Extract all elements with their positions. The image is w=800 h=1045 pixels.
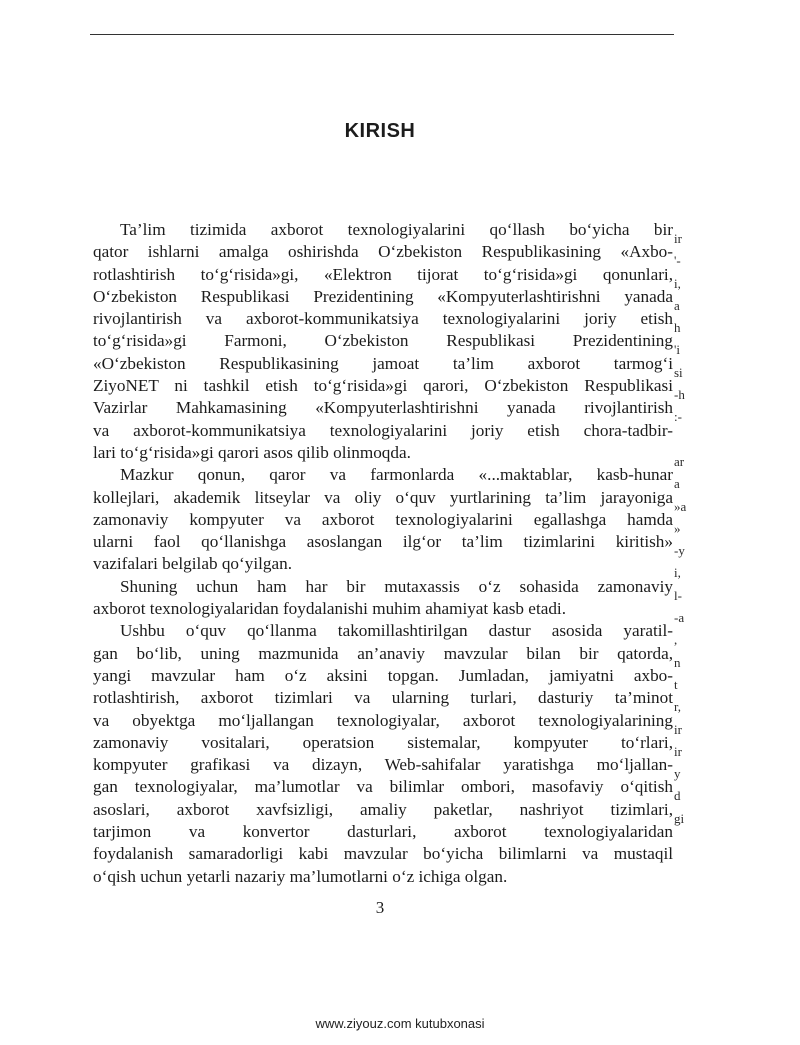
- margin-fragment: '-: [674, 253, 681, 269]
- margin-fragment: r,: [674, 699, 682, 715]
- text-line: lari to‘g‘risida»gi qarori asos qilib olinmoqda.: [93, 442, 411, 462]
- top-rule: [90, 34, 674, 35]
- text-line: o‘qish uchun yetarli nazariy ma’lumotlarni o‘z ichiga olgan.: [93, 866, 508, 886]
- paragraph-4: [93, 620, 673, 888]
- margin-fragment: d: [674, 788, 681, 804]
- text-line: rotlashtirish, axborot tizimlari va ularning turlari, dasturiy ta’minot: [93, 688, 673, 708]
- margin-fragment: a: [674, 476, 680, 492]
- margin-bleed-fragments: [674, 228, 698, 830]
- margin-fragment: »a: [674, 498, 687, 514]
- margin-fragment: y: [674, 766, 681, 782]
- margin-fragment: -y: [674, 543, 685, 559]
- footer-source-text: www.ziyouz.com kutubxonasi: [315, 1016, 485, 1031]
- margin-fragment: -h: [674, 387, 685, 403]
- text-line: zamonaviy kompyuter va axborot texnologiyalarini egallashga hamda: [93, 509, 673, 529]
- text-line: tarjimon va konvertor dasturlari, axborot texnologiyalaridan: [93, 822, 673, 842]
- margin-fragment: a: [674, 297, 680, 313]
- margin-fragment: -a: [674, 610, 685, 626]
- text-line: va obyektga mo‘ljallangan texnologiyalar, axborot texnologiyalarining: [93, 710, 673, 730]
- paragraph-1: [93, 219, 673, 464]
- text-line: to‘g‘risida»gi Farmoni, O‘zbekiston Respublikasi Prezidentining: [93, 331, 673, 351]
- text-line: O‘zbekiston Respublikasi Prezidentining «Kompyuterlashtirishni yanada: [93, 286, 673, 306]
- margin-fragment: ir: [674, 721, 682, 737]
- text-line: rivojlantirish va axborot-kommunikatsiya texnologiyalarini joriy etish: [93, 309, 673, 329]
- margin-fragment: [674, 429, 698, 451]
- text-line: yangi mavzular ham o‘z aksini topgan. Jumladan, jamiyatni axbo-: [93, 665, 673, 685]
- text-line: kollejlari, akademik litseylar va oliy o‘quv yurtlarining ta’lim jarayoniga: [93, 487, 673, 507]
- margin-fragment: h: [674, 320, 681, 336]
- margin-fragment: »: [674, 520, 681, 536]
- text-line: «O‘zbekiston Respublikasining jamoat ta’lim axborot tarmog‘i: [93, 353, 673, 373]
- text-line: Mazkur qonun, qaror va farmonlarda «...maktablar, kasb-hunar: [120, 465, 673, 485]
- text-line: va axborot-kommunikatsiya texnologiyalarini joriy etish chora-tadbir-: [93, 420, 673, 440]
- text-line: Ta’lim tizimida axborot texnologiyalarini qo‘llash bo‘yicha bir: [120, 220, 673, 239]
- text-line: kompyuter grafikasi va dizayn, Web-sahifalar yaratishga mo‘ljallan-: [93, 755, 673, 775]
- margin-fragment: :-: [674, 409, 682, 425]
- margin-fragment: l-: [674, 587, 682, 603]
- margin-fragment: 'i: [674, 342, 680, 358]
- margin-fragment: ir: [674, 743, 682, 759]
- margin-fragment: n: [674, 654, 681, 670]
- paragraph-3: [93, 576, 673, 621]
- text-line: Shuning uchun ham har bir mutaxassis o‘z sohasida zamonaviy: [120, 576, 673, 596]
- margin-fragment: gi: [674, 810, 685, 826]
- text-line: foydalanish samaradorligi kabi mavzular bo‘yicha bilimlarni va mustaqil: [93, 844, 673, 864]
- margin-fragment: i,: [674, 275, 681, 291]
- margin-fragment: i,: [674, 565, 681, 581]
- margin-fragment: ar: [674, 453, 685, 469]
- page-number: 3: [375, 898, 385, 917]
- text-line: Vazirlar Mahkamasining «Kompyuterlashtirishni yanada rivojlantirish: [93, 398, 673, 418]
- text-line: axborot texnologiyalaridan foydalanishi muhim ahamiyat kasb etadi.: [93, 599, 567, 619]
- text-line: gan bo‘lib, uning mazmunida an’anaviy mavzular bilan bir qatorda,: [93, 643, 673, 663]
- text-line: ularni faol qo‘llanishga asoslangan ilg‘or ta’lim tizimlarini kiritish»: [93, 532, 673, 552]
- text-line: ZiyoNET ni tashkil etish to‘g‘risida»gi qarori, O‘zbekiston Respublikasi: [93, 376, 673, 396]
- text-line: Ushbu o‘quv qo‘llanma takomillashtirilgan dastur asosida yaratil-: [120, 621, 673, 641]
- margin-fragment: ,: [674, 632, 678, 648]
- text-line: zamonaviy vositalari, operatsion sistemalar, kompyuter to‘rlari,: [93, 732, 673, 752]
- margin-fragment: si: [674, 364, 683, 380]
- text-line: rotlashtirish to‘g‘risida»gi, «Elektron tijorat to‘g‘risida»gi qonunlari,: [93, 264, 673, 284]
- text-line: asoslari, axborot xavfsizligi, amaliy paketlar, nashriyot tizimlari,: [93, 799, 673, 819]
- body-text: [93, 219, 673, 888]
- paragraph-2: [93, 464, 673, 575]
- margin-fragment: ir: [674, 231, 682, 246]
- text-line: vazifalari belgilab qo‘yilgan.: [93, 554, 293, 574]
- margin-fragment: t: [674, 676, 678, 692]
- text-line: gan texnologiyalar, ma’lumotlar va bilimlar ombori, masofaviy o‘qitish: [93, 777, 673, 797]
- text-line: qator ishlarni amalga oshirishda O‘zbekiston Respublikasining «Axbo-: [93, 242, 673, 262]
- chapter-heading: KIRISH: [344, 120, 416, 142]
